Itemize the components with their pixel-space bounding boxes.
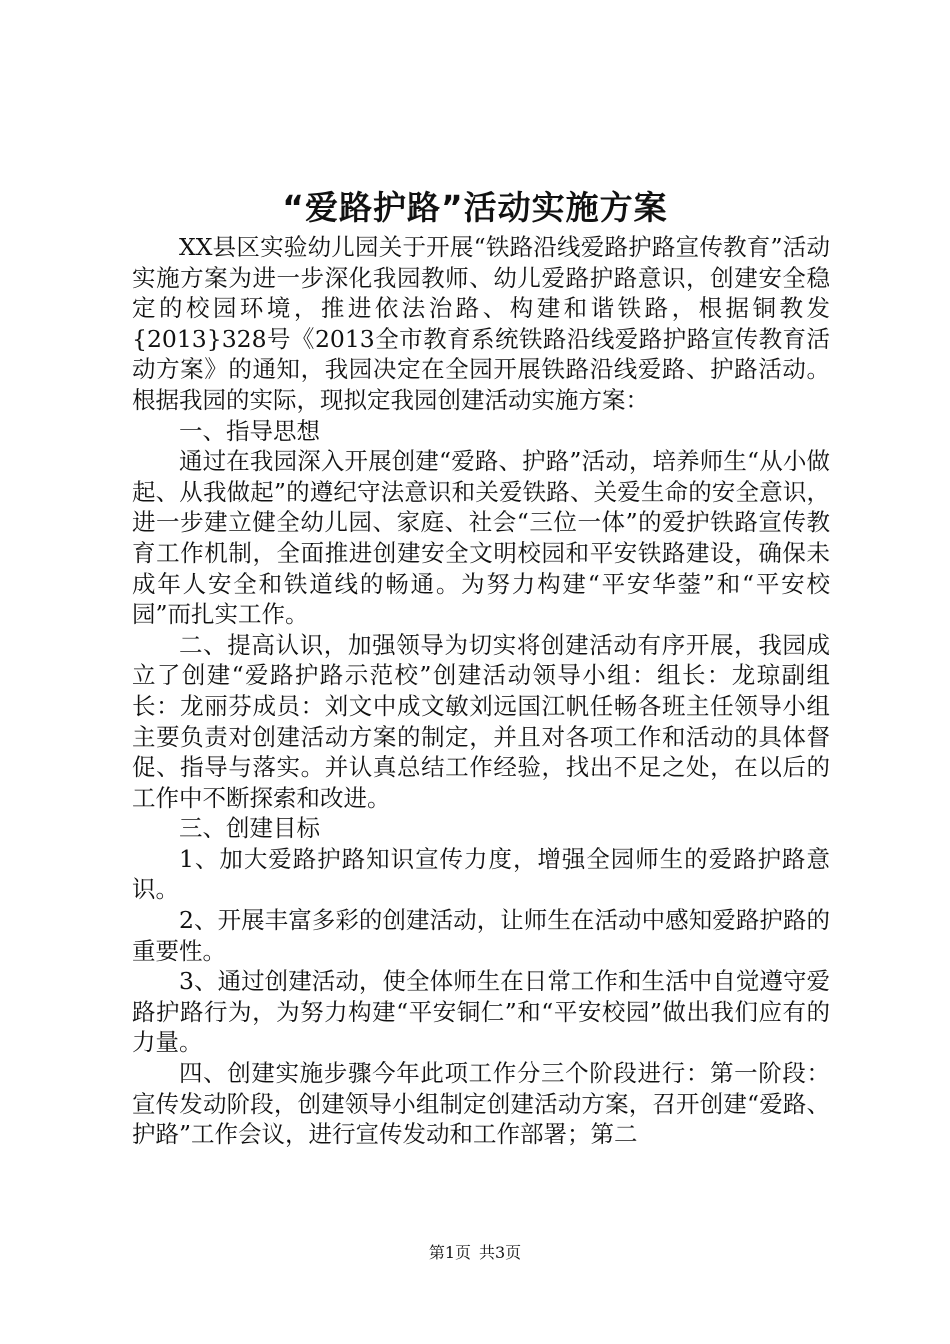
document-body bbox=[132, 232, 830, 1150]
section-heading-goals: 三、创建目标 bbox=[179, 814, 320, 843]
page-number: 第1页 bbox=[428, 1243, 471, 1262]
intro-paragraph: XX县区实验幼儿园关于开展“铁路沿线爱路护路宣传教育”活动实施方案为进一步深化我园教师、幼儿爱路护路意识，创建安全稳定的校园环境，推进依法治路、构建和谐铁路，根据铜教发{2013}328号《2013全市教育系统铁路沿线爱路护路宣传教育活动方案》的通知，我园决定在全园开展铁路沿线爱路、护路活动。根据我园的实际，现拟定我园创建活动实施方案： bbox=[132, 233, 830, 414]
goal-item-3: 3、通过创建活动，使全体师生在日常工作和生活中自觉遵守爱路护路行为，为努力构建“平安铜仁”和“平安校园”做出我们应有的力量。 bbox=[132, 967, 830, 1057]
section-heading-guiding-idea: 一、指导思想 bbox=[179, 416, 320, 445]
page-total: 共3页 bbox=[479, 1243, 522, 1262]
goal-item-2: 2、开展丰富多彩的创建活动，让师生在活动中感知爱路护路的重要性。 bbox=[132, 906, 830, 965]
page-footer bbox=[0, 1241, 950, 1265]
implementation-steps-paragraph: 四、创建实施步骤今年此项工作分三个阶段进行：第一阶段：宣传发动阶段，创建领导小组制定创建活动方案，召开创建“爱路、护路”工作会议，进行宣传发动和工作部署；第二 bbox=[132, 1059, 830, 1149]
guiding-idea-paragraph: 通过在我园深入开展创建“爱路、护路”活动，培养师生“从小做起、从我做起”的遵纪守法意识和关爱铁路、关爱生命的安全意识，进一步建立健全幼儿园、家庭、社会“三位一体”的爱护铁路宣传教育工作机制，全面推进创建安全文明校园和平安铁路建设，确保未成年人安全和铁道线的畅通。为努力构建“平安华蓥”和“平安校园”而扎实工作。 bbox=[132, 447, 830, 629]
goal-item-1: 1、加大爱路护路知识宣传力度，增强全园师生的爱路护路意识。 bbox=[132, 844, 830, 904]
document-title: “爱路护路”活动实施方案 bbox=[282, 188, 668, 227]
leadership-paragraph: 二、提高认识，加强领导为切实将创建活动有序开展，我园成立了创建“爱路护路示范校”创建活动领导小组：组长：龙琼副组长：龙丽芬成员：刘文中成文敏刘远国江帆任畅各班主任领导小组主要负责对创建活动方案的制定，并且对各项工作和活动的具体督促、指导与落实。并认真总结工作经验，找出不足之处，在以后的工作中不断探索和改进。 bbox=[132, 630, 830, 812]
